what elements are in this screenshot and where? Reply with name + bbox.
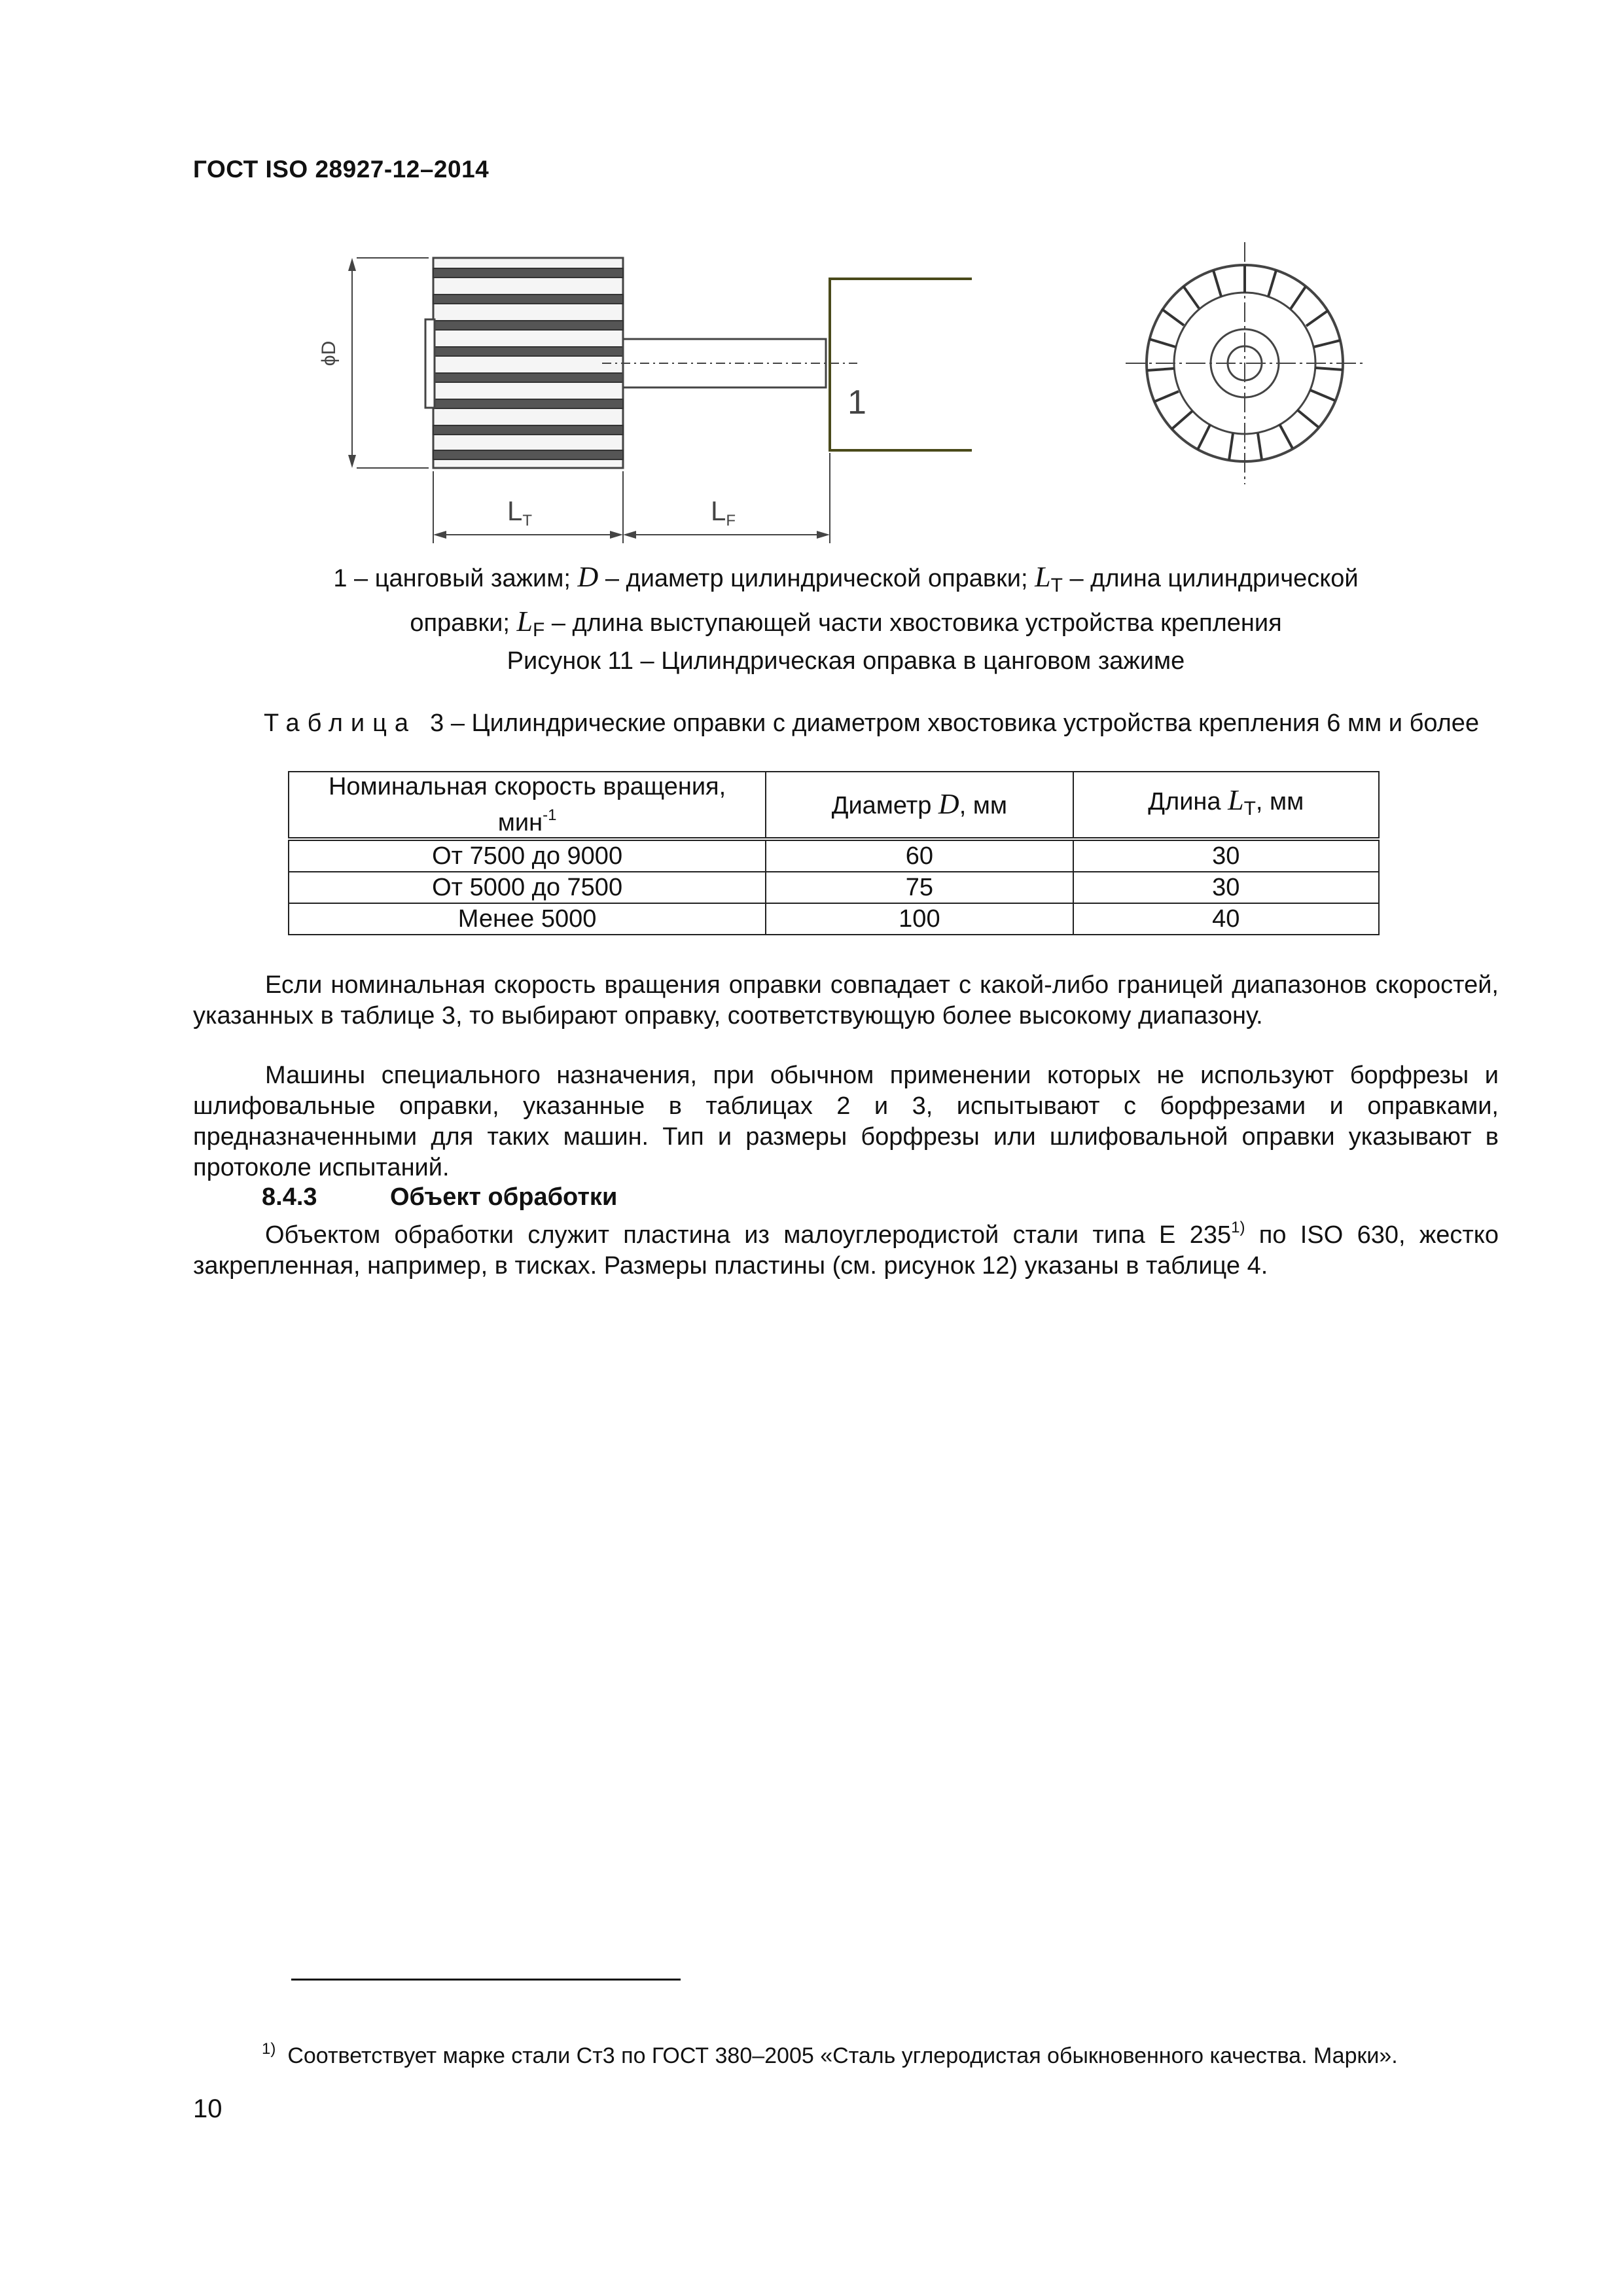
- figure-label-collet: 1: [847, 384, 866, 422]
- table-header-length: [1073, 772, 1379, 839]
- legend-var-sub: F: [532, 619, 545, 641]
- header-text: мин: [497, 809, 543, 836]
- footnote-ref[interactable]: 1): [1231, 1219, 1245, 1236]
- page-number: 10: [193, 2094, 223, 2123]
- legend-var-l: L: [516, 605, 533, 637]
- header-sub: T: [1243, 798, 1256, 819]
- table-row: [289, 872, 1379, 903]
- section-title: Объект обработки: [390, 1183, 618, 1211]
- header-var: L: [1228, 784, 1244, 816]
- table-row: [289, 839, 1379, 872]
- legend-var-l: L: [1035, 561, 1051, 593]
- legend-var-d: D: [577, 561, 599, 593]
- table-title-text: – Цилиндрические оправки с диаметром хвостовика устройства крепления 6 мм и более: [444, 709, 1480, 737]
- table-cell: 30: [1073, 872, 1379, 903]
- figure-label-lf: [711, 495, 736, 529]
- figure-11-drawing: [294, 242, 1394, 556]
- footnote: [193, 2034, 1499, 2071]
- figure-label-lt-sub: T: [522, 512, 533, 529]
- legend-var-sub: T: [1050, 575, 1063, 596]
- table-title-number: 3: [430, 709, 444, 737]
- footnote-text: Соответствует марке стали Ст3 по ГОСТ 380–2005 «Сталь углеродистая обыкновенного качества. Марки».: [287, 2043, 1398, 2068]
- footnote-separator: [291, 1979, 681, 1981]
- table-cell: 60: [766, 839, 1073, 872]
- paragraph-3-text: по ISO 630, жестко закрепленная, например, в тисках. Размеры пластины (см. рисунок 12) указаны в таблице 4.: [193, 1221, 1499, 1280]
- table-cell: 75: [766, 872, 1073, 903]
- table-title: [193, 708, 1499, 739]
- legend-text: – длина цилиндрической: [1062, 565, 1359, 592]
- table-header-row: [289, 772, 1379, 839]
- header-text: , мм: [1255, 788, 1304, 816]
- figure-label-lt-main: L: [507, 495, 523, 526]
- legend-text: оправки;: [410, 609, 517, 637]
- header-text: Диаметр: [831, 791, 938, 819]
- figure-label-lt: [507, 495, 532, 529]
- header-text: Длина: [1148, 788, 1228, 816]
- table-title-label: Таблица: [264, 709, 416, 737]
- figure-label-lf-main: L: [711, 495, 726, 526]
- legend-text: 1 – цанговый зажим;: [333, 565, 578, 592]
- table-header-diameter: [766, 772, 1073, 839]
- figure-label-diameter: ϕD: [318, 340, 340, 367]
- section-number: 8.4.3: [262, 1183, 317, 1211]
- legend-text: – длина выступающей части хвостовика устройства крепления: [544, 609, 1282, 637]
- table-3: [288, 771, 1380, 935]
- mandrel-end-view: [1126, 242, 1364, 484]
- section-heading: [262, 1183, 617, 1211]
- paragraph-3: [193, 1212, 1499, 1282]
- header-text: Номинальная скорость вращения,: [328, 773, 726, 800]
- figure-title: Рисунок 11 – Цилиндрическая оправка в цанговом зажиме: [507, 647, 1185, 675]
- header-var: D: [938, 787, 959, 820]
- table-cell: 30: [1073, 839, 1379, 872]
- table-cell: От 7500 до 9000: [289, 839, 766, 872]
- table-row: [289, 903, 1379, 935]
- header-text: , мм: [959, 791, 1008, 819]
- figure-label-lf-sub: F: [726, 512, 736, 529]
- header-sup: -1: [543, 806, 557, 824]
- paragraph-2: Машины специального назначения, при обычном применении которых не используют борфрезы и шлифовальные оправки, указанные в таблицах 2 и 3, испытывают с борфрезами и оправками, предназначенными для таких машин. Тип и размеры борфрезы или шлифовальной оправки указывают в протоколе испытаний.: [193, 1062, 1499, 1181]
- table-cell: Менее 5000: [289, 903, 766, 935]
- figure-legend-line-1: [193, 558, 1499, 605]
- paragraph-3-text: Объектом обработки служит пластина из малоуглеродистой стали типа Е 235: [265, 1221, 1232, 1249]
- table-cell: От 5000 до 7500: [289, 872, 766, 903]
- table-cell: 100: [766, 903, 1073, 935]
- table-cell: 40: [1073, 903, 1379, 935]
- legend-text: – диаметр цилиндрической оправки;: [598, 565, 1035, 592]
- table-header-speed: [289, 772, 766, 839]
- paragraph-1: Если номинальная скорость вращения оправки совпадает с какой-либо границей диапазонов скоростей, указанных в таблице 3, то выбирают оправку, соответствующую более высокому диапазону.: [193, 971, 1499, 1030]
- footnote-mark: 1): [262, 2040, 276, 2058]
- mandrel-side-view: [348, 258, 972, 543]
- document-header: ГОСТ ISO 28927-12–2014: [193, 156, 490, 183]
